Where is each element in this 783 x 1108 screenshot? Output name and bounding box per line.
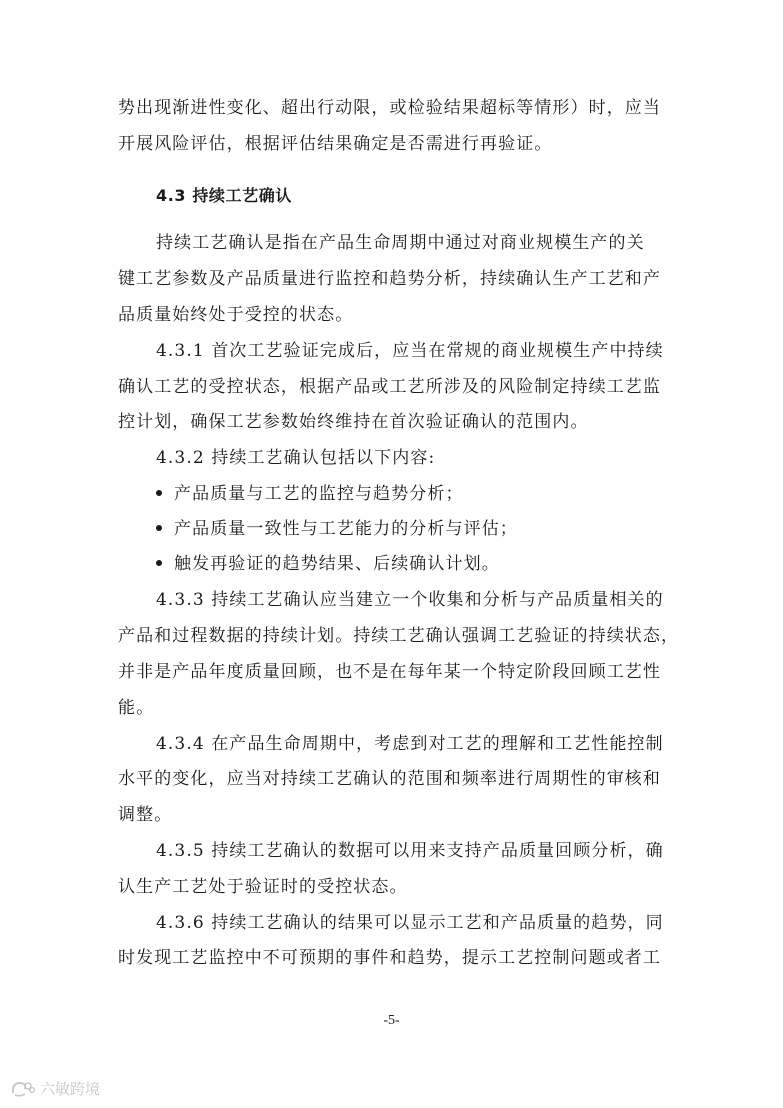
paragraph-line: 持续工艺确认是指在产品生命周期中通过对商业规模生产的关	[156, 233, 645, 253]
list-item	[156, 553, 500, 575]
paragraph-line: 4.3.4 在产品生命周期中，考虑到对工艺的理解和工艺性能控制	[156, 734, 664, 754]
bullet-icon	[156, 490, 162, 496]
paragraph-line: 键工艺参数及产品质量进行监控和趋势分析，持续确认生产工艺和产	[118, 269, 661, 289]
watermark-logo-icon	[10, 1079, 36, 1099]
paragraph-line: 时发现工艺监控中不可预期的事件和趋势，提示工艺控制问题或者工	[118, 948, 661, 968]
paragraph-line: 4.3.6 持续工艺确认的结果可以显示工艺和产品质量的趋势，同	[156, 913, 664, 933]
paragraph-line: 并非是产品年度质量回顾，也不是在每年某一个特定阶段回顾工艺性	[118, 662, 661, 682]
paragraph-line: 水平的变化，应当对持续工艺确认的范围和频率进行周期性的审核和	[118, 769, 661, 789]
paragraph-line: 确认工艺的受控状态，根据产品或工艺所涉及的风险制定持续工艺监	[118, 377, 661, 397]
list-item-text: 触发再验证的趋势结果、后续确认计划。	[174, 554, 500, 574]
paragraph-line: 4.3.3 持续工艺确认应当建立一个收集和分析与产品质量相关的	[156, 590, 664, 610]
watermark	[10, 1078, 100, 1099]
paragraph-line: 4.3.1 首次工艺验证完成后，应当在常规的商业规模生产中持续	[156, 341, 664, 361]
page-number: -5-	[383, 1013, 400, 1028]
section-heading: 4.3 持续工艺确认	[156, 186, 292, 205]
list-item-text: 产品质量与工艺的监控与趋势分析；	[174, 484, 464, 504]
paragraph-line: 产品和过程数据的持续计划。持续工艺确认强调工艺验证的持续状态，	[118, 626, 680, 646]
list-item	[156, 518, 518, 540]
bullet-icon	[156, 560, 162, 566]
paragraph-line: 控计划，确保工艺参数始终维持在首次验证确认的范围内。	[118, 412, 589, 432]
paragraph-line: 4.3.5 持续工艺确认的数据可以用来支持产品质量回顾分析，确	[156, 841, 664, 861]
watermark-text: 六敏跨境	[40, 1080, 101, 1098]
paragraph-line: 4.3.2 持续工艺确认包括以下内容:	[156, 448, 436, 468]
paragraph-line: 认生产工艺处于验证时的受控状态。	[118, 877, 408, 897]
paragraph-line: 能。	[118, 698, 155, 718]
text-line: 势出现渐进性变化、超出行动限，或检验结果超标等情形）时，应当	[118, 98, 661, 118]
paragraph-line: 调整。	[118, 805, 173, 825]
bullet-icon	[156, 525, 162, 531]
list-item	[156, 483, 464, 505]
text-line: 开展风险评估，根据评估结果确定是否需进行再验证。	[118, 134, 553, 154]
paragraph-line: 品质量始终处于受控的状态。	[118, 305, 354, 325]
list-item-text: 产品质量一致性与工艺能力的分析与评估；	[174, 519, 518, 539]
